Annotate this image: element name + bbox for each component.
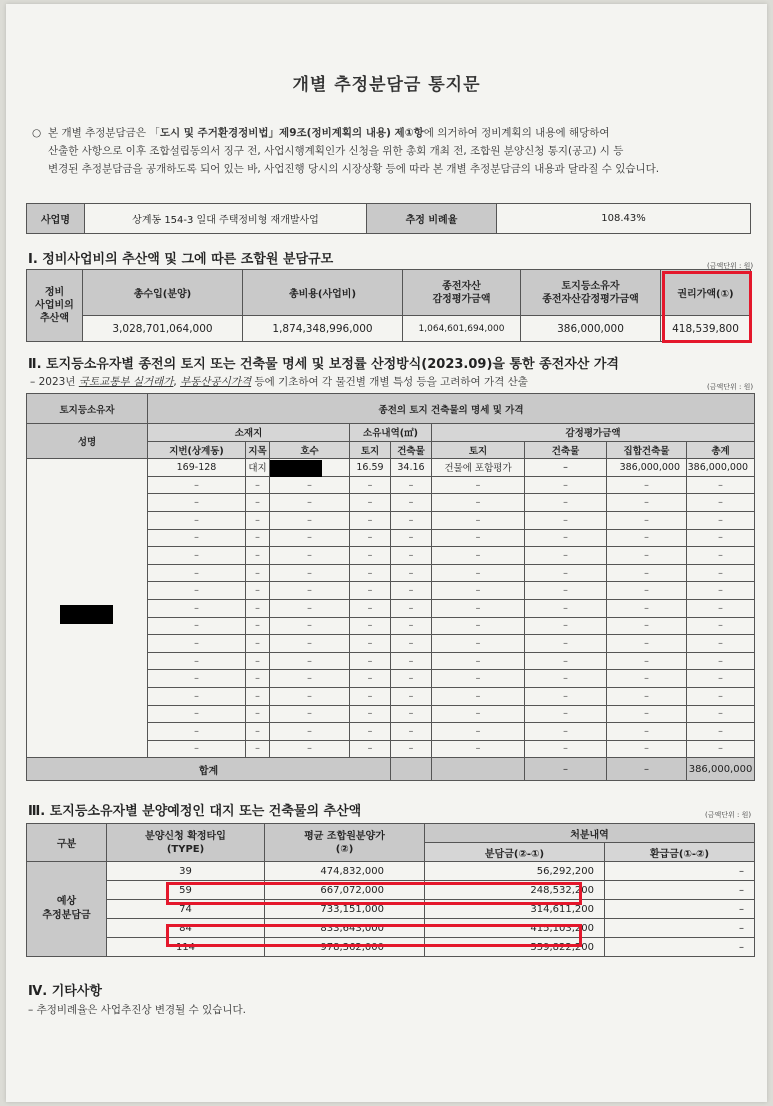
land-total-land-area: [391, 758, 432, 781]
land-cell-empty: –: [525, 599, 607, 617]
land-cell-empty: –: [687, 529, 755, 547]
land-cell-empty: –: [148, 740, 246, 758]
land-cell-empty: –: [525, 670, 607, 688]
sale-cell-refund: –: [605, 900, 755, 919]
land-cell-empty: –: [391, 617, 432, 635]
ratio-value: 108.43%: [497, 204, 751, 234]
sale-header-result: 처분내역: [425, 824, 755, 843]
land-cell-empty: –: [148, 723, 246, 741]
land-header-owner: 토지등소유자: [27, 394, 148, 424]
land-table: [26, 393, 755, 781]
land-cell-empty: –: [432, 582, 525, 600]
ratio-label: 추정 비례율: [367, 204, 497, 234]
land-cell-empty: –: [687, 599, 755, 617]
land-cell-empty: –: [607, 511, 687, 529]
land-cell-empty: –: [270, 476, 350, 494]
land-cell-empty: –: [246, 723, 270, 741]
cost-row-label: 정비 사업비의 추산액: [27, 270, 83, 342]
land-cell-empty: –: [687, 670, 755, 688]
intro-line1-b: 도시 및 주거환경정비법」제9조(정비계획의 내용) 제①항: [159, 127, 424, 139]
land-col-land-price: 토지: [432, 441, 525, 459]
land-cell-empty: –: [525, 723, 607, 741]
cost-header-right-value: 권리가액(①): [661, 270, 751, 316]
land-cell-empty: –: [687, 740, 755, 758]
sale-cell-type: 84: [107, 919, 265, 938]
land-cell-empty: –: [391, 494, 432, 512]
land-cell-empty: –: [607, 582, 687, 600]
land-cell-empty: –: [432, 564, 525, 582]
table-row: [27, 862, 755, 881]
sale-cell-price: 833,643,000: [265, 919, 425, 938]
land-cell-empty: –: [687, 582, 755, 600]
land-total-building-area: [432, 758, 525, 781]
land-total-building-price: –: [607, 758, 687, 781]
land-cell: 34.16: [391, 459, 432, 477]
land-cell-empty: –: [270, 740, 350, 758]
land-col-land-area: 토지: [350, 441, 391, 459]
land-cell-empty: –: [607, 740, 687, 758]
land-cell-empty: –: [391, 547, 432, 565]
land-cell-empty: –: [270, 635, 350, 653]
bullet-icon: ○: [32, 127, 42, 139]
land-cell-empty: –: [432, 687, 525, 705]
land-cell-empty: –: [270, 617, 350, 635]
cost-value-income: 3,028,701,064,000: [83, 316, 243, 342]
land-cell-empty: –: [246, 652, 270, 670]
land-total-label: 합계: [27, 758, 391, 781]
sale-cell-pay: 415,103,200: [425, 919, 605, 938]
land-cell-empty: –: [148, 511, 246, 529]
land-header-name: 성명: [27, 424, 148, 459]
land-cell-empty: –: [607, 617, 687, 635]
project-info-table: [26, 203, 751, 234]
land-cell-empty: –: [270, 652, 350, 670]
land-cell-empty: –: [525, 564, 607, 582]
land-cell-empty: –: [246, 476, 270, 494]
land-cell-empty: –: [432, 511, 525, 529]
intro-line1-a: 본 개별 추정분담금은 「: [48, 127, 160, 139]
land-cell-empty: –: [350, 705, 391, 723]
land-cell-empty: –: [432, 494, 525, 512]
land-cell-empty: –: [525, 617, 607, 635]
sale-row-label: 예상 추정분담금: [27, 862, 107, 957]
land-cell-empty: –: [525, 494, 607, 512]
land-cell-empty: –: [687, 564, 755, 582]
sale-cell-pay: 559,822,200: [425, 938, 605, 957]
section4-title: Ⅳ. 기타사항: [28, 984, 102, 999]
land-cell-empty: –: [687, 652, 755, 670]
land-cell-empty: –: [270, 599, 350, 617]
land-cell-empty: –: [607, 705, 687, 723]
sale-cell-pay: 248,532,200: [425, 881, 605, 900]
land-cell-empty: –: [687, 494, 755, 512]
land-cell: 16.59: [350, 459, 391, 477]
land-cell-empty: –: [246, 599, 270, 617]
land-cell-empty: –: [525, 547, 607, 565]
land-cell-empty: –: [148, 582, 246, 600]
land-cell-empty: –: [525, 529, 607, 547]
land-cell-empty: –: [148, 476, 246, 494]
land-cell: 건물에 포함평가: [432, 459, 525, 477]
highlight-box-type-84: [166, 924, 582, 947]
land-col-lot: 지번(상계동): [148, 441, 246, 459]
land-cell-empty: –: [391, 705, 432, 723]
cost-table: [26, 269, 751, 342]
sale-header-size: 분양신청 확정타입 (TYPE): [107, 824, 265, 862]
land-cell-empty: –: [432, 617, 525, 635]
cost-header-appraisal: 종전자산 감정평가금액: [403, 270, 521, 316]
sale-cell-refund: –: [605, 862, 755, 881]
land-cell: 대지: [246, 459, 270, 477]
sale-cell-pay: 314,611,200: [425, 900, 605, 919]
land-cell-empty: –: [246, 670, 270, 688]
sale-cell-price: 474,832,000: [265, 862, 425, 881]
land-cell: 386,000,000: [607, 459, 687, 477]
land-col-unit: 호수: [270, 441, 350, 459]
land-header-area: 소유내역(㎡): [350, 424, 432, 442]
land-cell-empty: –: [607, 494, 687, 512]
sale-cell-refund: –: [605, 938, 755, 957]
land-cell-empty: –: [432, 635, 525, 653]
land-cell-empty: –: [525, 635, 607, 653]
land-header-detail: 종전의 토지 건축물의 명세 및 가격: [148, 394, 755, 424]
cost-value-expense: 1,874,348,996,000: [243, 316, 403, 342]
sale-header-refund: 환급금(①-②): [605, 843, 755, 862]
land-cell-empty: –: [270, 582, 350, 600]
land-total-land-price: –: [525, 758, 607, 781]
land-cell-empty: –: [350, 652, 391, 670]
land-cell: –: [525, 459, 607, 477]
cost-value-right-value: 418,539,800: [661, 316, 751, 342]
land-cell-empty: –: [391, 652, 432, 670]
land-cell-empty: –: [391, 476, 432, 494]
land-cell-empty: –: [391, 599, 432, 617]
section3-title: Ⅲ. 토지등소유자별 분양예정인 대지 또는 건축물의 추산액: [28, 804, 362, 819]
intro-paragraph: [32, 124, 732, 178]
section2-sub-d: 부동산공시가격: [180, 376, 252, 388]
land-cell-empty: –: [432, 723, 525, 741]
land-cell-empty: –: [270, 511, 350, 529]
land-cell-empty: –: [148, 635, 246, 653]
sale-cell-pay: 56,292,200: [425, 862, 605, 881]
land-cell-empty: –: [246, 687, 270, 705]
land-cell-empty: –: [350, 635, 391, 653]
land-cell-empty: –: [350, 582, 391, 600]
land-cell-empty: –: [525, 652, 607, 670]
section2-sub-b: 국토교통부 실거래가: [78, 376, 174, 388]
land-col-category: 지목: [246, 441, 270, 459]
table-row: [27, 459, 755, 477]
land-cell-empty: –: [270, 687, 350, 705]
cost-header-income: 총수입(분양): [83, 270, 243, 316]
land-cell-empty: –: [270, 564, 350, 582]
land-col-collective-price: 집합건축물: [607, 441, 687, 459]
sale-cell-type: 39: [107, 862, 265, 881]
intro-line3: 변경된 추정분담금을 공개하도록 되어 있는 바, 사업진행 당시의 시장상황 등에 따라 본 개별 추정분담금의 내용과 달라질 수 있습니다.: [48, 163, 660, 175]
land-cell-empty: –: [525, 582, 607, 600]
land-cell-empty: –: [432, 476, 525, 494]
land-cell-empty: –: [525, 476, 607, 494]
land-cell-empty: –: [350, 564, 391, 582]
land-cell-empty: –: [687, 705, 755, 723]
sale-cell-refund: –: [605, 919, 755, 938]
land-cell-empty: –: [687, 476, 755, 494]
land-cell-empty: –: [246, 494, 270, 512]
land-cell-empty: –: [246, 564, 270, 582]
sale-header-type: 구분: [27, 824, 107, 862]
land-cell-empty: –: [687, 723, 755, 741]
land-cell-empty: –: [246, 740, 270, 758]
section1-title: Ⅰ. 정비사업비의 추산액 및 그에 따른 조합원 분담규모: [28, 252, 334, 267]
land-cell-empty: –: [350, 687, 391, 705]
land-cell-empty: –: [148, 547, 246, 565]
intro-line2: 산출한 사항으로 이후 조합설립동의서 징구 전, 사업시행계획인가 신청을 위한 총회 개최 전, 조합원 분양신청 통지(공고) 시 등: [48, 145, 624, 157]
land-cell-empty: –: [391, 582, 432, 600]
cost-value-owner-appraisal: 386,000,000: [521, 316, 661, 342]
land-cell-empty: –: [148, 599, 246, 617]
land-cell-empty: –: [148, 529, 246, 547]
land-cell-empty: –: [391, 529, 432, 547]
section1-unit: (금액단위 : 원): [707, 262, 754, 270]
section2-unit: (금액단위 : 원): [707, 383, 754, 391]
land-cell-empty: –: [246, 705, 270, 723]
land-cell-empty: –: [607, 599, 687, 617]
section2-title: Ⅱ. 토지등소유자별 종전의 토지 또는 건축물 명세 및 보정률 산정방식(2023.09)을 통한 종전자산 가격: [28, 357, 619, 372]
land-cell-empty: –: [525, 740, 607, 758]
section2-sub-a: – 2023년: [30, 376, 79, 388]
land-cell-empty: –: [350, 599, 391, 617]
land-cell-empty: –: [350, 476, 391, 494]
land-col-building-area: 건축물: [391, 441, 432, 459]
land-cell-empty: –: [607, 652, 687, 670]
land-cell-empty: –: [391, 564, 432, 582]
land-cell-empty: –: [148, 687, 246, 705]
land-cell-empty: –: [607, 723, 687, 741]
land-cell-empty: –: [270, 529, 350, 547]
land-cell-empty: –: [148, 670, 246, 688]
land-cell-empty: –: [687, 687, 755, 705]
cost-header-expense: 총비용(사업비): [243, 270, 403, 316]
land-cell-empty: –: [525, 705, 607, 723]
land-cell: 169-128: [148, 459, 246, 477]
land-cell-empty: –: [148, 494, 246, 512]
land-cell-empty: –: [246, 635, 270, 653]
land-cell-empty: –: [607, 687, 687, 705]
land-cell-empty: –: [148, 617, 246, 635]
sale-cell-type: 114: [107, 938, 265, 957]
land-cell-empty: –: [607, 635, 687, 653]
land-cell-empty: –: [246, 529, 270, 547]
land-cell-empty: –: [391, 740, 432, 758]
land-cell-empty: –: [270, 494, 350, 512]
land-cell-empty: –: [687, 547, 755, 565]
sale-header-pay: 분담금(②-①): [425, 843, 605, 862]
land-cell-empty: –: [687, 511, 755, 529]
land-cell-empty: –: [350, 723, 391, 741]
land-cell-empty: –: [391, 723, 432, 741]
sale-cell-price: 733,151,000: [265, 900, 425, 919]
land-cell-empty: –: [270, 723, 350, 741]
redacted-owner-name: [60, 605, 113, 624]
section3-unit: (금액단위 : 원): [705, 811, 752, 819]
land-cell-empty: –: [687, 635, 755, 653]
section2-subtitle: [30, 374, 528, 389]
sale-cell-price: 978,362,000: [265, 938, 425, 957]
highlight-box-type-59: [166, 882, 582, 905]
intro-line1-c: 에 의거하여 정비계획의 내용에 해당하여: [423, 127, 610, 139]
sale-header-price: 평균 조합원분양가 (②): [265, 824, 425, 862]
land-cell-empty: –: [525, 511, 607, 529]
land-cell-empty: –: [607, 670, 687, 688]
land-cell-empty: –: [148, 652, 246, 670]
land-cell-empty: –: [525, 687, 607, 705]
land-cell-empty: –: [391, 511, 432, 529]
land-cell-empty: –: [687, 617, 755, 635]
land-cell-empty: –: [432, 670, 525, 688]
sale-cell-type: 74: [107, 900, 265, 919]
land-col-building-price: 건축물: [525, 441, 607, 459]
land-cell-empty: –: [148, 705, 246, 723]
land-cell-empty: –: [246, 582, 270, 600]
land-cell-empty: –: [350, 529, 391, 547]
land-cell-empty: –: [350, 494, 391, 512]
land-cell-empty: –: [350, 670, 391, 688]
land-cell-empty: –: [607, 529, 687, 547]
land-cell-empty: –: [246, 617, 270, 635]
land-cell-empty: –: [607, 564, 687, 582]
land-cell-empty: –: [350, 617, 391, 635]
land-cell-empty: –: [607, 547, 687, 565]
document-title: 개별 추정분담금 통지문: [292, 75, 481, 95]
land-cell-empty: –: [432, 547, 525, 565]
land-cell-empty: –: [432, 740, 525, 758]
land-cell-empty: –: [391, 687, 432, 705]
land-cell-empty: –: [432, 705, 525, 723]
land-cell-empty: –: [270, 670, 350, 688]
cost-value-appraisal: 1,064,601,694,000: [403, 316, 521, 342]
land-cell-empty: –: [391, 635, 432, 653]
project-name-value: 상계동 154-3 일대 주택정비형 재개발사업: [85, 204, 367, 234]
land-cell-empty: –: [270, 547, 350, 565]
land-cell-empty: –: [432, 529, 525, 547]
land-cell-empty: –: [432, 652, 525, 670]
section2-sub-c: ,: [173, 376, 181, 388]
land-header-location: 소재지: [148, 424, 350, 442]
section4-note: – 추정비례율은 사업추진상 변경될 수 있습니다.: [28, 1004, 246, 1016]
cost-header-owner-appraisal: 토지등소유자 종전자산감정평가금액: [521, 270, 661, 316]
land-cell-empty: –: [350, 547, 391, 565]
land-cell-empty: –: [148, 564, 246, 582]
land-cell: 386,000,000: [687, 459, 755, 477]
highlight-box-right-value: [662, 271, 752, 343]
sale-cell-type: 59: [107, 881, 265, 900]
land-cell-empty: –: [270, 705, 350, 723]
land-cell-empty: –: [350, 740, 391, 758]
redacted-unit-number: [270, 460, 322, 477]
sale-cell-refund: –: [605, 881, 755, 900]
land-col-total-price: 총계: [687, 441, 755, 459]
sale-cell-price: 667,072,000: [265, 881, 425, 900]
land-cell-empty: –: [246, 511, 270, 529]
land-total-collective-price: 386,000,000: [687, 758, 755, 781]
land-cell-empty: –: [350, 511, 391, 529]
section2-sub-e: 등에 기초하여 각 물건별 개별 특성 등을 고려하여 가격 산출: [251, 376, 528, 388]
land-cell-empty: –: [246, 547, 270, 565]
land-header-appraisal: 감정평가금액: [432, 424, 755, 442]
land-cell-empty: –: [607, 476, 687, 494]
project-name-label: 사업명: [27, 204, 85, 234]
land-cell-empty: –: [432, 599, 525, 617]
land-cell-empty: –: [391, 670, 432, 688]
